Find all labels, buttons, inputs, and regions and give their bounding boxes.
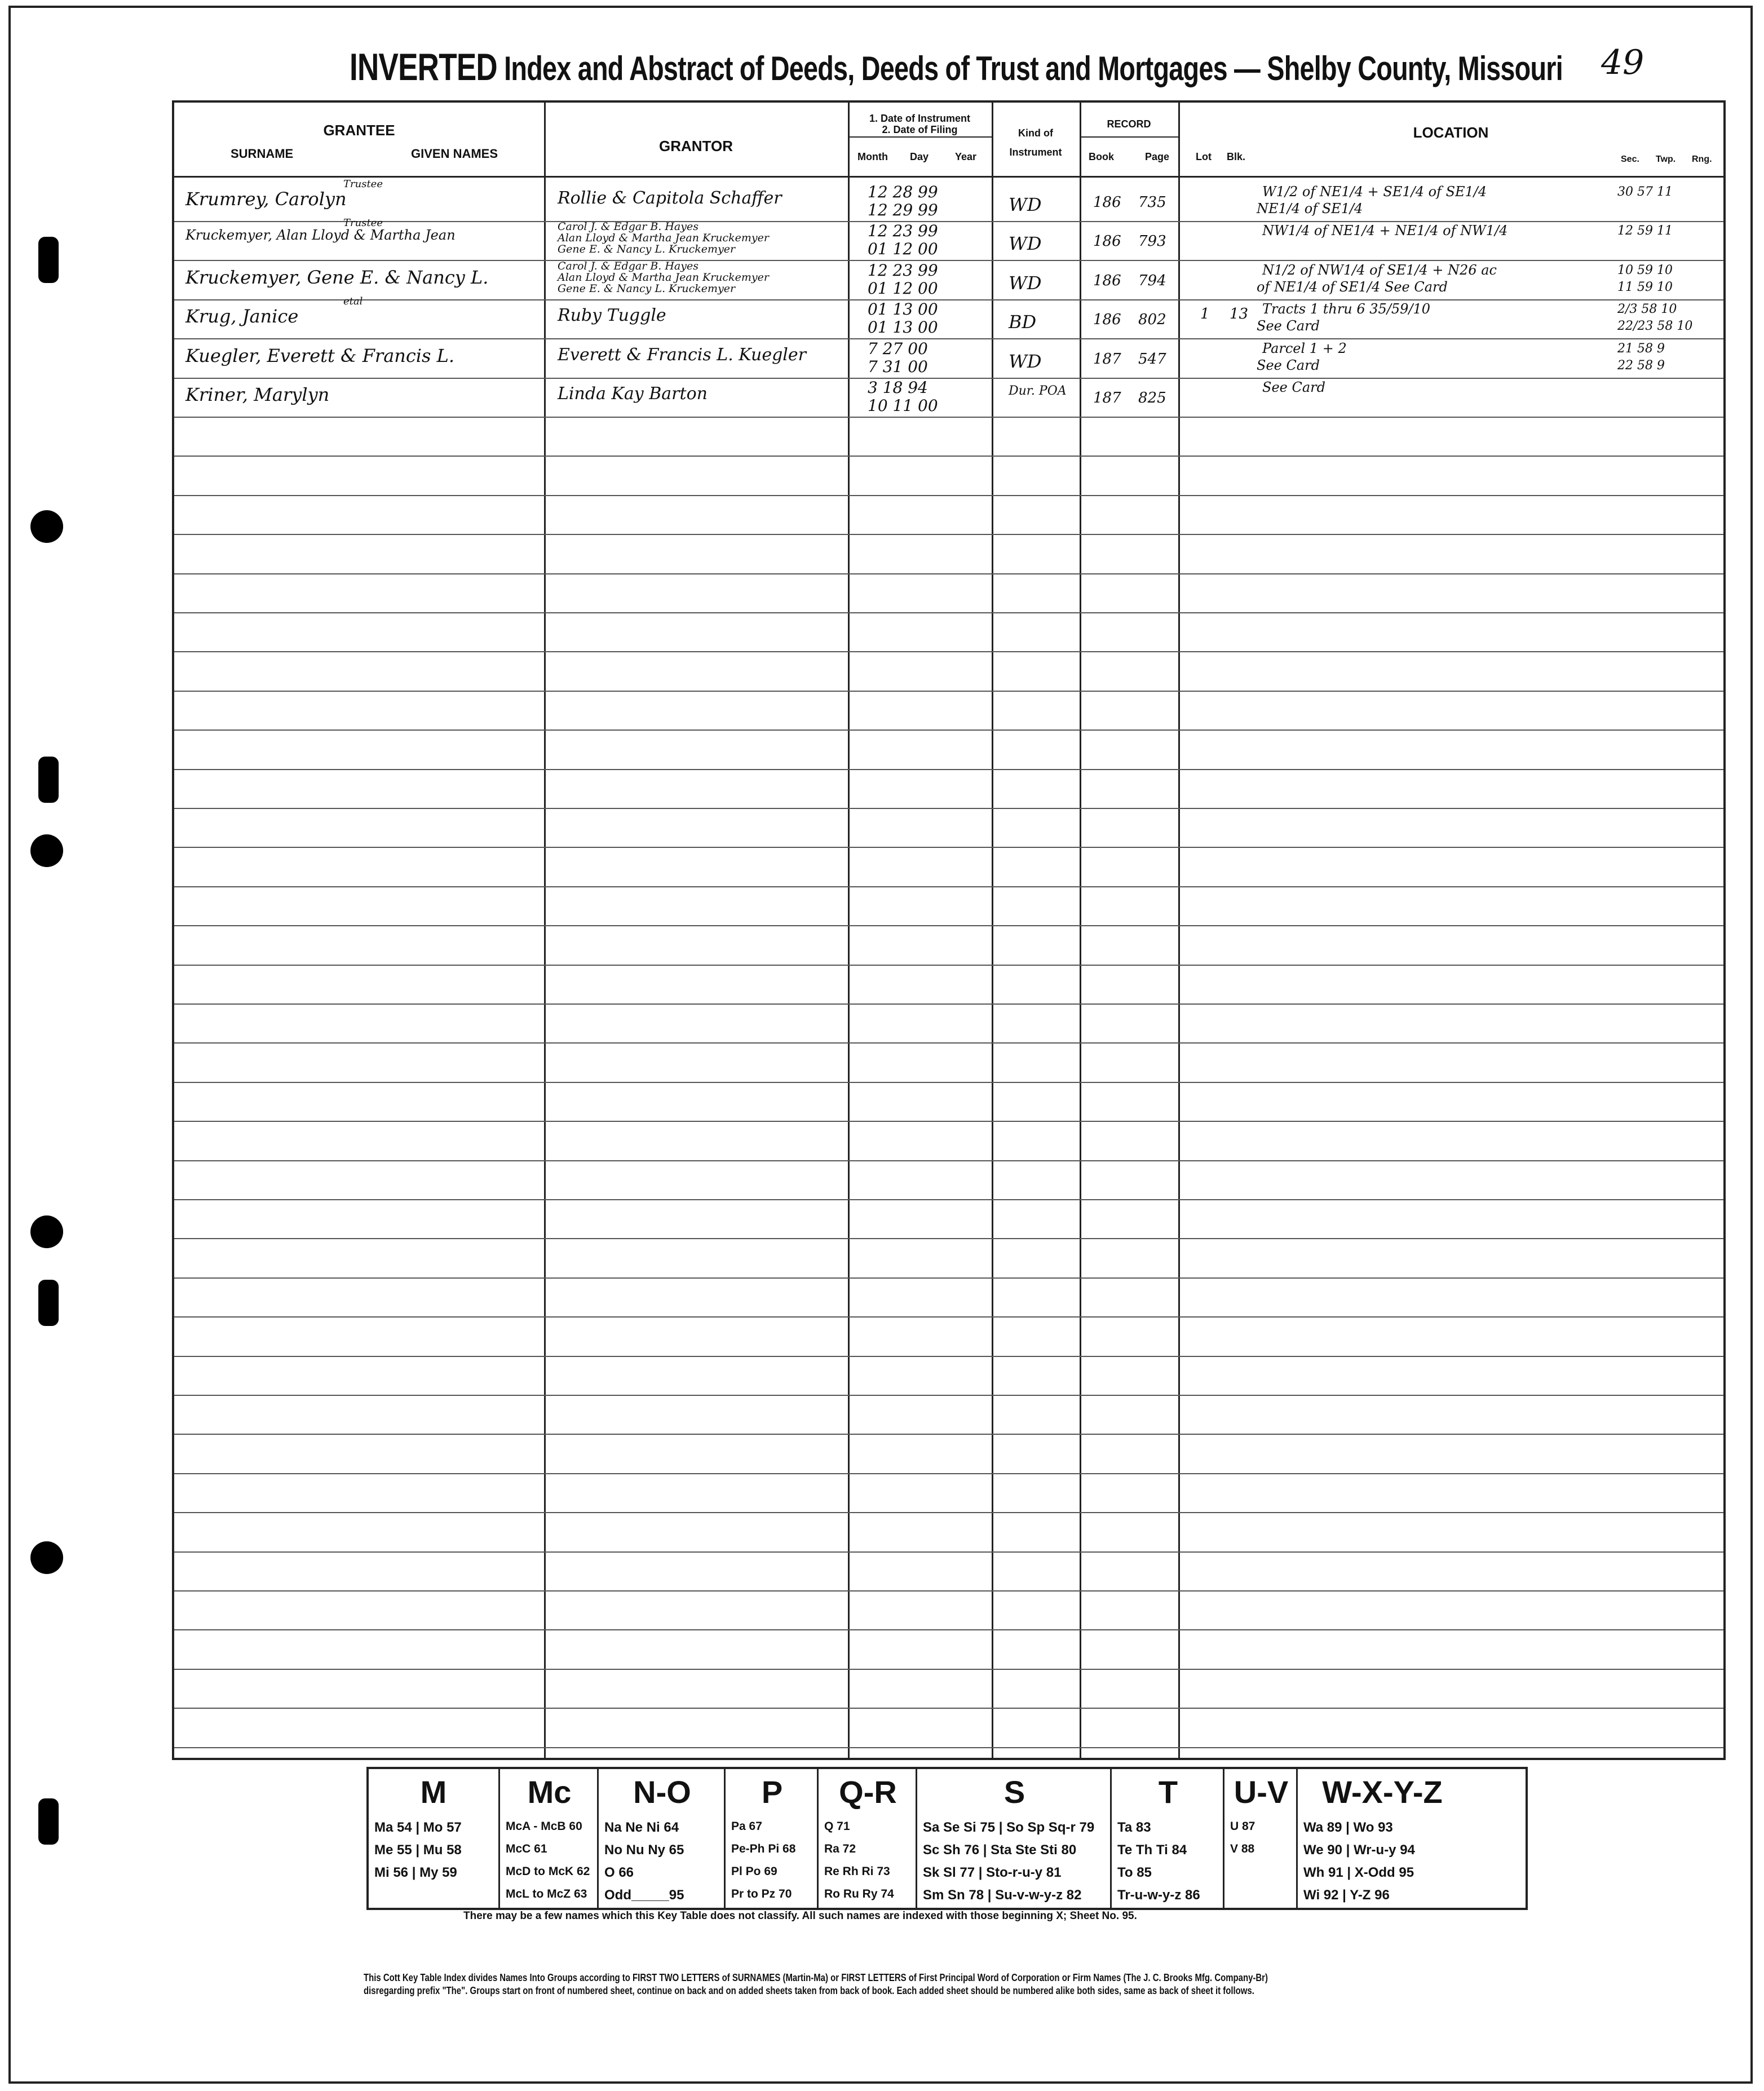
ruled-line [174,1590,1723,1592]
key-group-letter: Q-R [839,1774,897,1810]
ruled-line [174,1199,1723,1200]
col-blk: Blk. [1227,151,1246,162]
ruled-line [174,925,1723,926]
grantee-note: Trustee [343,217,383,229]
key-group-entry: Wi 92 | Y-Z 96 [1303,1887,1390,1903]
key-group-entry: Sa Se Si 75 | So Sp Sq-r 79 [923,1820,1095,1835]
location-description: See Card [1262,379,1325,395]
bottom-note-line2: disregarding prefix "The". Groups start on front of numbered sheet, continue on back and on added sheets taken from back of book. Each added sheet should be numbered alike both sides, same as back of sheet it follows. [364,1985,1254,1996]
date-subrule [848,136,992,138]
sec-twp-rng: 2/3 58 10 [1617,302,1677,317]
date-of-filing: 7 31 00 [868,357,928,376]
record-book: 187 [1093,390,1121,406]
ruled-line [174,456,1723,457]
key-group-entry: Pl Po 69 [731,1865,777,1878]
grantor-name: Gene E. & Nancy L. Kruckemyer [558,243,736,256]
record-page: 547 [1138,350,1166,368]
key-group-letter: P [761,1774,783,1810]
location-description: W1/2 of NE1/4 + SE1/4 of SE1/4 [1262,184,1487,200]
col-sec: Sec. [1621,154,1639,164]
page-number: 49 [1601,43,1644,82]
ruled-line [174,1473,1723,1474]
grantee-name: Kriner, Marylyn [185,384,330,405]
key-group-entry: Sm Sn 78 | Su-v-w-y-z 82 [923,1887,1082,1903]
key-group-entry: V 88 [1230,1842,1255,1855]
ruled-line [174,1512,1723,1513]
grantee-name: Kuegler, Everett & Francis L. [185,344,455,366]
ruled-line [174,769,1723,770]
key-group-entry: McL to McZ 63 [506,1887,587,1900]
key-group-letter: S [1003,1774,1025,1810]
key-group-entry: Ro Ru Ry 74 [824,1887,894,1900]
location-description: Tracts 1 thru 6 35/59/10 [1262,301,1431,317]
key-group-entry: Q 71 [824,1820,850,1833]
key-group-entry: Na Ne Ni 64 [604,1820,679,1835]
date-of-filing: 12 29 99 [868,201,938,219]
page-title [350,45,1563,89]
key-group-letter: U-V [1234,1774,1289,1810]
ruled-line [174,1708,1723,1709]
key-group-entry: Sc Sh 76 | Sta Ste Sti 80 [923,1842,1077,1858]
col-divider [544,103,546,1758]
col-twp: Twp. [1656,154,1676,164]
ruled-line [174,1003,1723,1005]
grantee-note: Trustee [343,178,383,190]
key-group-entry: O 66 [604,1865,634,1880]
col-lot: Lot [1196,151,1212,162]
record-book: 186 [1093,233,1121,250]
ruled-line [174,612,1723,613]
key-group-entry: No Nu Ny 65 [604,1842,684,1858]
date-of-instrument: 12 23 99 [868,260,938,280]
col-divider [1723,103,1725,1758]
ruled-line [174,573,1723,574]
col-day: Day [910,151,929,162]
key-group-entry: To 85 [1117,1865,1152,1880]
record-subrule [1080,136,1178,138]
col-grantee: GRANTEE [323,122,395,139]
location-description: of NE1/4 of SE1/4 See Card [1257,278,1448,295]
key-footnote: There may be a few names which this Key Table does not classify. All such names are indexed with those beginning X; Sheet No. 95. [463,1910,1137,1922]
grantee-name: Krumrey, Carolyn [185,188,347,210]
col-date-line2: 2. Date of Filing [882,124,958,135]
key-group-entry: McA - McB 60 [506,1820,582,1833]
sec-twp-rng: 30 57 11 [1617,185,1673,199]
key-table [366,1767,1528,1910]
record-book: 186 [1093,194,1121,211]
key-group [724,1769,819,1908]
col-book: Book [1089,151,1114,162]
record-page: 802 [1138,311,1166,329]
grantee-note: etal [343,295,363,308]
binder-round-hole [30,1215,63,1248]
ruled-line [174,1121,1723,1122]
record-book: 186 [1093,311,1121,329]
date-of-filing: 01 13 00 [868,318,938,337]
sec-twp-rng: 22/23 58 10 [1617,319,1693,334]
instrument-kind: WD [1009,194,1042,215]
ruled-line [174,1277,1723,1279]
key-group-entry: McD to McK 62 [506,1865,590,1878]
ruled-line [174,1356,1723,1357]
grantee-name: Kruckemyer, Alan Lloyd & Martha Jean [185,227,456,244]
ruled-line [174,1551,1723,1553]
date-of-instrument: 12 23 99 [868,222,938,241]
sec-twp-rng: 21 58 9 [1617,341,1665,356]
date-of-instrument: 7 27 00 [868,339,928,358]
col-divider [848,103,850,1758]
ruled-line [174,299,1723,300]
ruled-line [174,378,1723,379]
ruled-line [174,651,1723,652]
location-description: N1/2 of NW1/4 of SE1/4 + N26 ac [1262,262,1497,278]
key-group-entry: Pa 67 [731,1820,762,1833]
col-divider [1080,103,1081,1758]
location-description: See Card [1257,357,1320,373]
instrument-kind: WD [1009,233,1042,255]
col-kind-line1: Kind of [1018,127,1053,139]
key-group-entry: Wa 89 | Wo 93 [1303,1820,1393,1835]
ruled-line [174,691,1723,692]
key-group [1110,1769,1224,1908]
col-divider [992,103,993,1758]
grantor-name: Carol J. & Edgar B. Hayes [558,220,698,233]
key-group-entry: U 87 [1230,1820,1255,1833]
grantee-name: Kruckemyer, Gene E. & Nancy L. [185,266,489,288]
ruled-line [174,338,1723,339]
grantor-name: Everett & Francis L. Kuegler [558,344,806,365]
ruled-line [174,221,1723,222]
grantor-name: Alan Lloyd & Martha Jean Kruckemyer [558,232,769,245]
instrument-kind: Dur. POA [1009,384,1067,398]
ledger-table [172,100,1726,1760]
key-group-entry: Pr to Pz 70 [731,1887,792,1900]
instrument-kind: WD [1009,272,1042,294]
key-group-entry: Sk Sl 77 | Sto-r-u-y 81 [923,1865,1062,1880]
grantor-name: Linda Kay Barton [558,384,708,404]
binder-slot-hole [38,757,59,803]
ruled-line [174,730,1723,731]
key-group [369,1769,498,1908]
key-group-entry: Te Th Ti 84 [1117,1842,1187,1858]
header-bottom-rule [174,176,1723,178]
binder-round-hole [30,834,63,867]
col-year: Year [955,151,977,162]
ruled-line [174,534,1723,535]
ruled-line [174,1395,1723,1396]
instrument-kind: BD [1009,311,1037,333]
record-page: 735 [1138,194,1166,211]
record-page: 794 [1138,272,1166,289]
key-group-entry: Odd_____95 [604,1887,684,1903]
ruled-line [174,1238,1723,1239]
record-page: 793 [1138,233,1166,250]
binder-round-hole [30,1541,63,1574]
location-description: See Card [1257,318,1320,334]
sec-twp-rng: 22 58 9 [1617,358,1665,373]
key-group [597,1769,726,1908]
key-group-entry: McC 61 [506,1842,547,1855]
binder-round-hole [30,510,63,543]
date-of-filing: 01 12 00 [868,278,938,298]
date-of-filing: 01 12 00 [868,240,938,259]
ruled-line [174,1160,1723,1161]
binder-slot-hole [38,1280,59,1326]
ruled-line [174,1629,1723,1630]
key-group [1223,1769,1298,1908]
col-location: LOCATION [1413,124,1489,141]
key-group-letter: Mc [527,1774,572,1810]
key-group-entry: Tr-u-w-y-z 86 [1117,1887,1200,1903]
key-group-letter: T [1158,1774,1178,1810]
sec-twp-rng: 11 59 10 [1617,280,1673,294]
col-given-names: GIVEN NAMES [411,147,498,161]
key-group-letter: W-X-Y-Z [1322,1774,1443,1810]
ruled-line [174,847,1723,848]
key-group-letter: M [420,1774,447,1810]
ruled-line [174,417,1723,418]
key-group-entry: Ma 54 | Mo 57 [374,1820,462,1835]
key-group [498,1769,599,1908]
key-group [817,1769,917,1908]
date-of-instrument: 01 13 00 [868,300,938,319]
ruled-line [174,495,1723,496]
binder-slot-hole [38,237,59,283]
ruled-line [174,260,1723,261]
location-description: NE1/4 of SE1/4 [1257,201,1363,216]
col-divider [1178,103,1180,1758]
date-of-instrument: 12 28 99 [868,183,938,201]
title-inverted: INVERTED [350,46,497,89]
key-group-entry: Re Rh Ri 73 [824,1865,890,1878]
ruled-line [174,808,1723,809]
key-group [916,1769,1112,1908]
key-group-entry: We 90 | Wr-u-y 94 [1303,1842,1415,1858]
col-kind-line2: Instrument [1009,147,1062,158]
grantor-name: Carol J. & Edgar B. Hayes [558,259,698,272]
ruled-line [174,1316,1723,1318]
key-group-entry: Ta 83 [1117,1820,1151,1835]
location-description: Parcel 1 + 2 [1262,340,1347,356]
instrument-kind: WD [1009,350,1042,372]
key-group-entry: Ra 72 [824,1842,856,1855]
date-of-instrument: 3 18 94 [868,378,928,397]
col-date-line1: 1. Date of Instrument [869,113,971,124]
ruled-line [174,886,1723,887]
col-grantor: GRANTOR [659,138,733,154]
grantor-name: Gene E. & Nancy L. Kruckemyer [558,282,736,295]
key-group-entry: Me 55 | Mu 58 [374,1842,462,1858]
grantor-name: Ruby Tuggle [558,306,666,326]
grantor-name: Alan Lloyd & Martha Jean Kruckemyer [558,271,769,284]
sec-twp-rng: 12 59 11 [1617,224,1673,238]
col-page: Page [1145,151,1170,162]
ruled-line [174,1669,1723,1670]
col-record: RECORD [1107,118,1151,130]
ruled-line [174,1082,1723,1083]
col-month: Month [857,151,888,162]
grantor-name: Rollie & Capitola Schaffer [558,188,782,208]
ruled-line [174,1042,1723,1044]
record-book: 186 [1093,272,1121,289]
grantee-name: Krug, Janice [185,306,299,328]
bottom-note-line1: This Cott Key Table Index divides Names Into Groups according to FIRST TWO LETTERS of SURNAMES (Martin-Ma) or FIRST LETTERS of First Principal Word of Corporation or Firm Names (The J. C. Brooks Mfg. Company-Br) [364,1972,1268,1983]
location-lot: 1 [1200,306,1210,323]
key-group-entry: Mi 56 | My 59 [374,1865,457,1880]
key-group-entry: Wh 91 | X-Odd 95 [1303,1865,1414,1880]
ruled-line [174,1434,1723,1435]
key-group [1296,1769,1467,1908]
record-page: 825 [1138,390,1166,406]
col-surname: SURNAME [231,147,294,161]
title-rest: Index and Abstract of Deeds, Deeds of Trust and Mortgages — Shelby County, Missouri [504,50,1563,87]
binder-slot-hole [38,1798,59,1845]
record-book: 187 [1093,350,1121,368]
ruled-line [174,1747,1723,1748]
key-group-letter: N-O [633,1774,691,1810]
col-rng: Rng. [1692,154,1712,164]
location-description: NW1/4 of NE1/4 + NE1/4 of NW1/4 [1262,223,1508,239]
sec-twp-rng: 10 59 10 [1617,263,1673,277]
key-group-entry: Pe-Ph Pi 68 [731,1842,796,1855]
ruled-line [174,965,1723,966]
location-blk: 13 [1230,306,1249,323]
date-of-filing: 10 11 00 [868,396,938,415]
